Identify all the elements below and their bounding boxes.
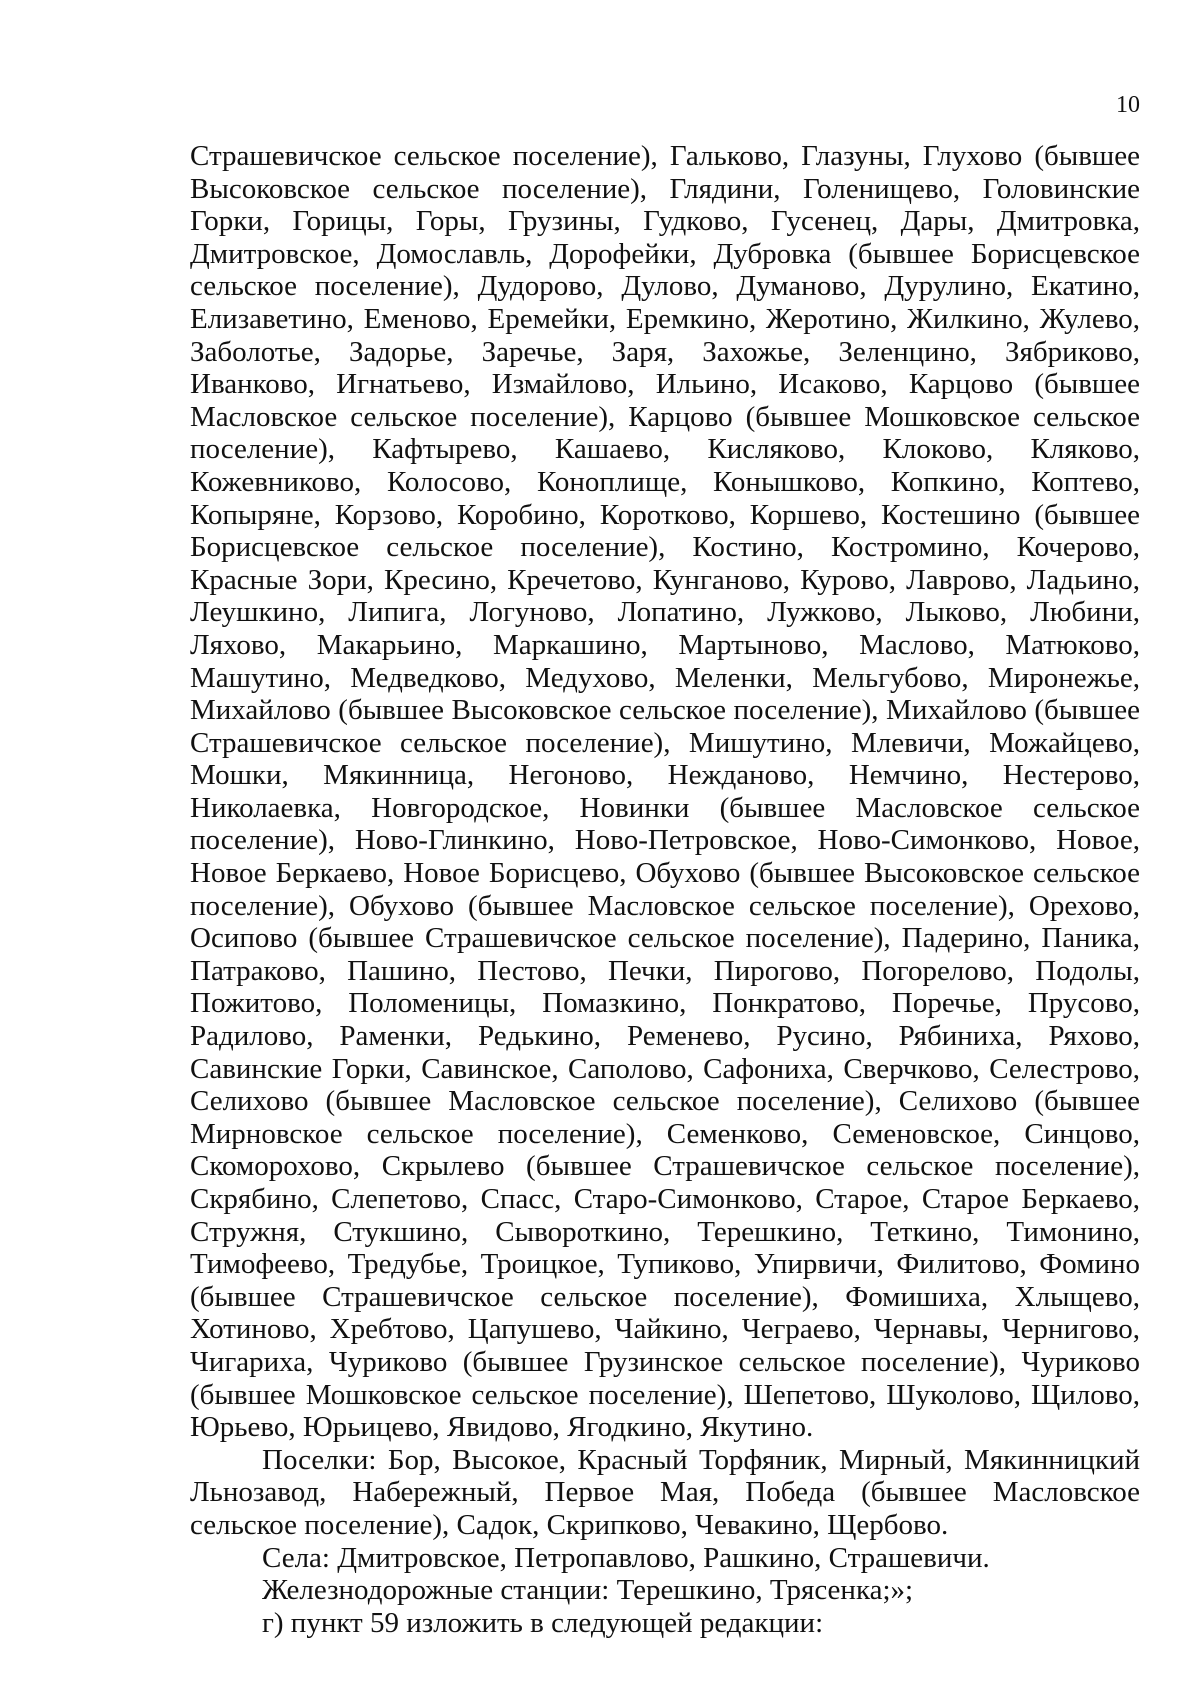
paragraph-poselki: Поселки: Бор, Высокое, Красный Торфяник, Мирный, Мякинницкий Льнозавод, Набережный, Первое Мая, Победа (бывшее Масловское сельское поселение), Садок, Скрипково, Чевакино, Щербово. <box>190 1443 1140 1541</box>
document-body <box>190 140 1140 1639</box>
paragraph-railway-stations: Железнодорожные станции: Терешкино, Трясенка;»; <box>262 1574 914 1607</box>
paragraph-sela: Села: Дмитровское, Петропавлово, Рашкино, Страшевичи. <box>262 1541 990 1574</box>
paragraph-item-59: г) пункт 59 изложить в следующей редакции: <box>262 1606 824 1639</box>
paragraph-settlements-list: Страшевичское сельское поселение), Гальково, Глазуны, Глухово (бывшее Высоковское сельское поселение), Глядини, Голенищево, Головинские Горки, Горицы, Горы, Грузины, Гудково, Гусенец, Дары, Дмитровка, Дмитровское, Домославль, Дорофейки, Дубровка (бывшее Борисцевское сельское поселение), Дудорово, Дулово, Думаново, Дурулино, Екатино, Елизаветино, Еменово, Еремейки, Еремкино, Жеротино, Жилкино, Жулево, Заболотье, Задорье, Заречье, Заря, Захожье, Зеленцино, Зябриково, Иванково, Игнатьево, Измайлово, Ильино, Исаково, Карцово (бывшее Масловское сельское поселение), Карцово (бывшее Мошковское сельское поселение), Кафтырево, Кашаево, Кисляково, Клоково, Кляково, Кожевниково, Колосово, Коноплище, Конышково, Копкино, Коптево, Копыряне, Корзово, Коробино, Коротково, Коршево, Костешино (бывшее Борисцевское сельское поселение), Костино, Костромино, Кочерово, Красные Зори, Кресино, Кречетово, Кунганово, Курово, Лаврово, Ладьино, Леушкино, Липига, Логуново, Лопатино, Лужково, Лыково, Любини, Ляхово, Макарьино, Маркашино, Мартыново, Маслово, Матюково, Машутино, Медведково, Медухово, Меленки, Мельгубово, Миронежье, Михайлово (бывшее Высоковское сельское поселение), Михайлово (бывшее Страшевичское сельское поселение), Мишутино, Млевичи, Можайцево, Мошки, Мякинница, Негоново, Нежданово, Немчино, Нестерово, Николаевка, Новгородское, Новинки (бывшее Масловское сельское поселение), Ново-Глинкино, Ново-Петровское, Ново-Симонково, Новое, Новое Беркаево, Новое Борисцево, Обухово (бывшее Высоковское сельское поселение), Обухово (бывшее Масловское сельское поселение), Орехово, Осипово (бывшее Страшевичское сельское поселение), Падерино, Паника, Патраково, Пашино, Пестово, Печки, Пирогово, Погорелово, Подолы, Пожитово, Поломеницы, Помазкино, Понкратово, Поречье, Прусово, Радилово, Раменки, Редькино, Ременево, Русино, Рябиниха, Ряхово, Савинские Горки, Савинское, Саполово, Сафониха, Сверчково, Селестрово, Селихово (бывшее Масловское сельское поселение), Селихово (бывшее Мирновское сельское поселение), Семенково, Семеновское, Синцово, Скоморохово, Скрылево (бывшее Страшевичское сельское поселение), Скрябино, Слепетово, Спасс, Старо-Симонково, Старое, Старое Беркаево, Стружня, Стукшино, Сывороткино, Терешкино, Теткино, Тимонино, Тимофеево, Тредубье, Троицкое, Тупиково, Упирвичи, Филитово, Фомино (бывшее Страшевичское сельское поселение), Фомишиха, Хлыщево, Хотиново, Хребтово, Цапушево, Чайкино, Чеграево, Чернавы, Чернигово, Чигариха, Чуриково (бывшее Грузинское сельское поселение), Чуриково (бывшее Мошковское сельское поселение), Шепетово, Шуколово, Щилово, Юрьево, Юрьицево, Явидово, Ягодкино, Якутино. <box>190 140 1140 1444</box>
page-number: 10 <box>1116 92 1140 118</box>
